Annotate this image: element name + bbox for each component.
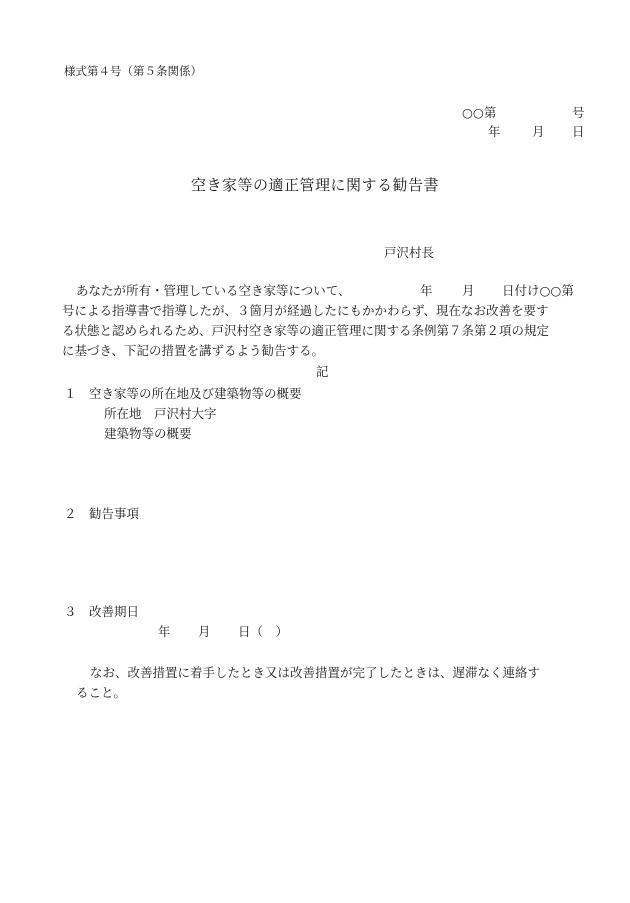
body-line-year: 年: [420, 283, 433, 298]
ki-marker: 記: [316, 364, 329, 379]
building-overview-label: 建築物等の概要: [104, 426, 192, 441]
body-line: に基づき、下記の措置を講ずるよう勧告する。: [62, 343, 325, 358]
section-3-heading: ３ 改善期日: [64, 604, 140, 619]
location-label: 所在地 戸沢村大字: [104, 406, 217, 421]
date-year: 年: [488, 124, 501, 139]
body-line: る状態と認められるため、戸沢村空き家等の適正管理に関する条例第７条第２項の規定: [62, 323, 550, 338]
form-label: 様式第４号（第５条関係）: [64, 64, 202, 78]
deadline-month: 月: [198, 624, 211, 639]
body-line-month: 月: [462, 283, 475, 298]
sender: 戸沢村長: [384, 245, 435, 260]
date-day: 日: [572, 124, 585, 139]
deadline-year: 年: [158, 624, 171, 639]
section-1-heading: １ 空き家等の所在地及び建築物等の概要: [64, 386, 302, 401]
closing-line: なお、改善措置に着手したとき又は改善措置が完了したときは、遅滞なく連絡す: [90, 665, 541, 680]
document-title: 空き家等の適正管理に関する勧告書: [190, 176, 439, 194]
document-number-suffix: 号: [572, 105, 585, 120]
body-line: あなたが所有・管理している空き家等について、: [76, 283, 351, 298]
date-month: 月: [532, 124, 545, 139]
closing-line: ること。: [76, 685, 127, 700]
section-2-heading: ２ 勧告事項: [64, 506, 140, 521]
body-line: 号による指導書で指導したが、３箇月が経過したにもかかわらず、現在なお改善を要す: [62, 303, 549, 318]
document-number-prefix: ○○第: [462, 105, 497, 120]
deadline-day: 日（ ）: [238, 624, 289, 639]
body-line: 日付け○○第: [502, 283, 574, 298]
